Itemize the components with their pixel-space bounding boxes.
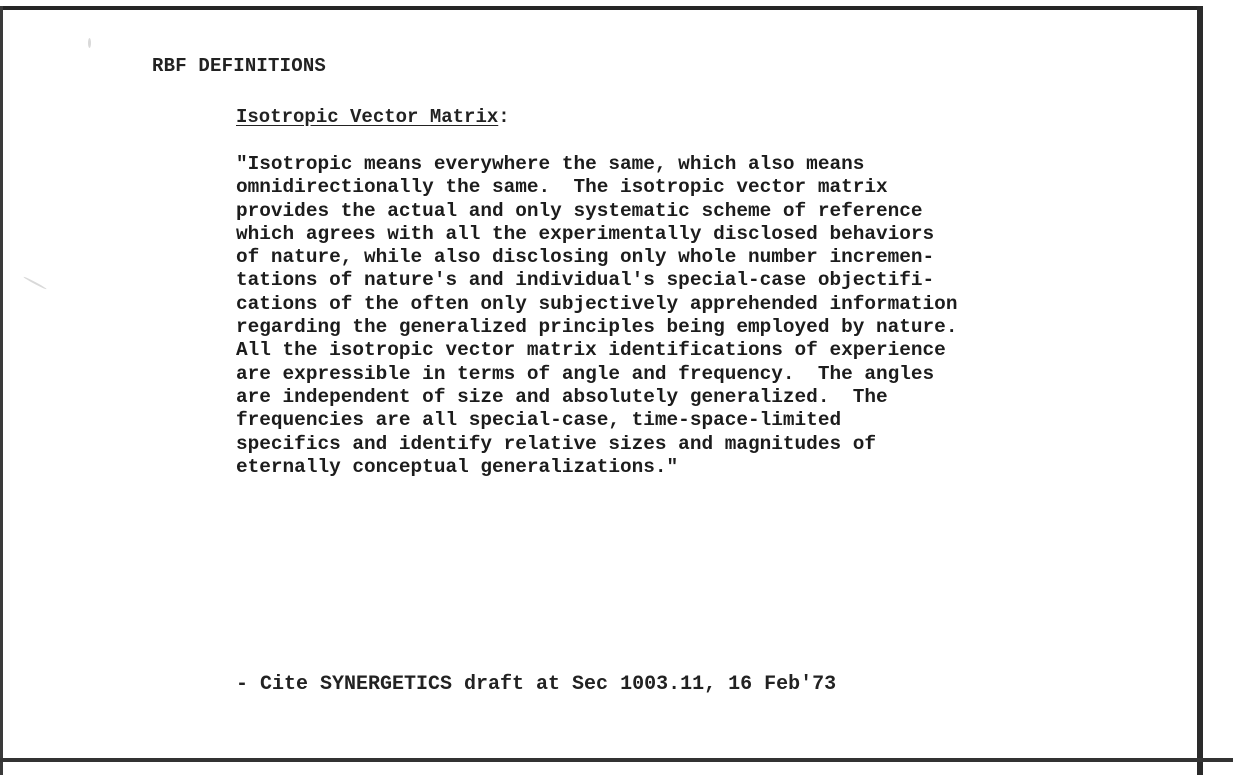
card-header: RBF DEFINITIONS <box>152 55 327 77</box>
quote-line: "Isotropic means everywhere the same, which also means <box>236 153 865 175</box>
quote-line: cations of the often only subjectively apprehended information <box>236 292 958 315</box>
quote-line: regarding the generalized principles being employed by nature. <box>236 316 958 339</box>
quote-line: provides the actual and only systematic scheme of reference <box>236 199 923 222</box>
card-border-bottom <box>0 758 1233 762</box>
citation: - Cite SYNERGETICS draft at Sec 1003.11, 16 Feb'73 <box>236 673 837 696</box>
scan-mark <box>88 38 91 48</box>
quote-line: frequencies are all special-case, time-space-limited <box>236 409 842 432</box>
card-border-left <box>0 6 3 775</box>
quote-line: eternally conceptual generalizations." <box>236 455 679 478</box>
card-border-top <box>0 6 1203 10</box>
scan-mark <box>23 276 47 290</box>
term-colon: : <box>498 106 510 128</box>
quote-line: omnidirectionally the same. The isotropic vector matrix <box>236 176 888 199</box>
definition-quote <box>236 153 957 479</box>
quote-line: are independent of size and absolutely generalized. The <box>236 385 888 408</box>
quote-line: of nature, while also disclosing only whole number incremen- <box>236 246 935 269</box>
quote-line: All the isotropic vector matrix identifications of experience <box>236 339 946 362</box>
term-title: Isotropic Vector Matrix <box>236 106 499 128</box>
quote-line: are expressible in terms of angle and frequency. The angles <box>236 362 935 385</box>
definition-term <box>236 106 510 128</box>
quote-line: specifics and identify relative sizes and magnitudes of <box>236 432 876 455</box>
quote-line: which agrees with all the experimentally disclosed behaviors <box>236 222 935 245</box>
quote-line: tations of nature's and individual's special-case objectifi- <box>236 269 935 292</box>
card-border-right <box>1197 6 1203 775</box>
